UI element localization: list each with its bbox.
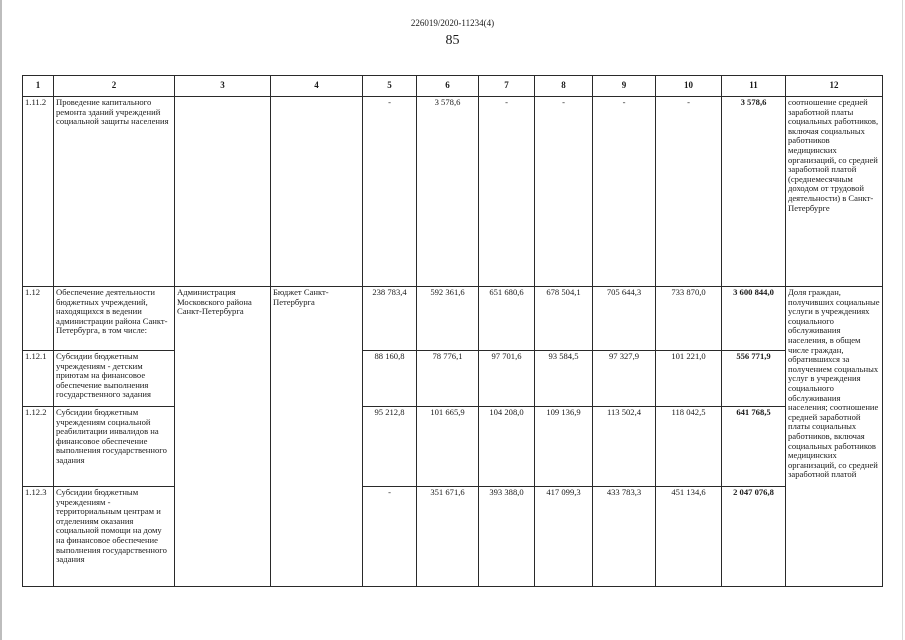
value-2020: 78 776,1 bbox=[417, 351, 479, 407]
header-cell: 10 bbox=[656, 76, 722, 97]
row-indicator: Доля граждан, получивших социальные услуги в учреждениях социального обслуживания населения, в общем числе граждан, обратившихся за получением социальных услуг в учреждения социального обслуживания населения; соотношение средней заработной платы социальных работников, включая социальных работников медицинских организаций, со средней заработной платой bbox=[786, 287, 883, 587]
row-executor: Администрация Московского района Санкт-Петербурга bbox=[175, 287, 271, 587]
value-2023: - bbox=[593, 97, 656, 287]
row-code: 1.12.1 bbox=[23, 351, 54, 407]
value-2023: 97 327,9 bbox=[593, 351, 656, 407]
value-total: 2 047 076,8 bbox=[722, 487, 786, 587]
table-row bbox=[23, 351, 883, 407]
value-2021: 393 388,0 bbox=[479, 487, 535, 587]
value-2023: 433 783,3 bbox=[593, 487, 656, 587]
value-2022: 417 099,3 bbox=[535, 487, 593, 587]
page-number: 85 bbox=[445, 33, 460, 48]
value-2021: 104 208,0 bbox=[479, 407, 535, 487]
value-2023: 705 644,3 bbox=[593, 287, 656, 351]
header-cell: 11 bbox=[722, 76, 786, 97]
value-total: 3 600 844,0 bbox=[722, 287, 786, 351]
value-2024: - bbox=[656, 97, 722, 287]
header-cell: 4 bbox=[271, 76, 363, 97]
value-2024: 118 042,5 bbox=[656, 407, 722, 487]
value-2020: 351 671,6 bbox=[417, 487, 479, 587]
table-row bbox=[23, 407, 883, 487]
header-row bbox=[23, 76, 883, 97]
value-2024: 733 870,0 bbox=[656, 287, 722, 351]
value-2020: 592 361,6 bbox=[417, 287, 479, 351]
value-2020: 3 578,6 bbox=[417, 97, 479, 287]
scan-edge-right bbox=[902, 0, 903, 640]
value-2022: 109 136,9 bbox=[535, 407, 593, 487]
row-code: 1.12.2 bbox=[23, 407, 54, 487]
value-2019: - bbox=[363, 487, 417, 587]
row-code: 1.11.2 bbox=[23, 97, 54, 287]
header-cell: 2 bbox=[54, 76, 175, 97]
value-2022: - bbox=[535, 97, 593, 287]
value-2024: 451 134,6 bbox=[656, 487, 722, 587]
row-source: Бюджет Санкт-Петербурга bbox=[271, 287, 363, 587]
header-cell: 6 bbox=[417, 76, 479, 97]
row-indicator: соотношение средней заработной платы социальных работников, включая социальных работников медицинских организаций, со средней заработной платой (среднемесячным доходом от трудовой деятельности) в Санкт-Петербурге bbox=[786, 97, 883, 287]
value-total: 3 578,6 bbox=[722, 97, 786, 287]
value-2021: - bbox=[479, 97, 535, 287]
table-row bbox=[23, 97, 883, 287]
value-2019: 95 212,8 bbox=[363, 407, 417, 487]
value-total: 556 771,9 bbox=[722, 351, 786, 407]
value-2023: 113 502,4 bbox=[593, 407, 656, 487]
value-2021: 651 680,6 bbox=[479, 287, 535, 351]
scan-edge-left bbox=[0, 0, 2, 640]
header-cell: 12 bbox=[786, 76, 883, 97]
row-name: Проведение капитального ремонта зданий учреждений социальной защиты населения bbox=[54, 97, 175, 287]
header-cell: 3 bbox=[175, 76, 271, 97]
row-name: Субсидии бюджетным учреждениям - детским приютам на финансовое обеспечение выполнения государственного задания bbox=[54, 351, 175, 407]
row-executor bbox=[175, 97, 271, 287]
table-row bbox=[23, 287, 883, 351]
document-number: 226019/2020-11234(4) bbox=[410, 18, 495, 28]
header-cell: 5 bbox=[363, 76, 417, 97]
table-row bbox=[23, 487, 883, 587]
row-name: Обеспечение деятельности бюджетных учреждений, находящихся в ведении администрации района Санкт-Петербурга, в том числе: bbox=[54, 287, 175, 351]
header-cell: 8 bbox=[535, 76, 593, 97]
value-2019: - bbox=[363, 97, 417, 287]
value-total: 641 768,5 bbox=[722, 407, 786, 487]
program-table bbox=[22, 75, 883, 587]
value-2024: 101 221,0 bbox=[656, 351, 722, 407]
value-2022: 678 504,1 bbox=[535, 287, 593, 351]
header-cell: 1 bbox=[23, 76, 54, 97]
value-2019: 238 783,4 bbox=[363, 287, 417, 351]
value-2022: 93 584,5 bbox=[535, 351, 593, 407]
value-2021: 97 701,6 bbox=[479, 351, 535, 407]
row-name: Субсидии бюджетным учреждениям социальной реабилитации инвалидов на финансовое обеспечение выполнения государственного задания bbox=[54, 407, 175, 487]
header-cell: 7 bbox=[479, 76, 535, 97]
row-code: 1.12.3 bbox=[23, 487, 54, 587]
row-source bbox=[271, 97, 363, 287]
row-code: 1.12 bbox=[23, 287, 54, 351]
row-name: Субсидии бюджетным учреждениям - территориальным центрам и отделениям оказания социальной помощи на дому на финансовое обеспечение выполнения государственного задания bbox=[54, 487, 175, 587]
value-2019: 88 160,8 bbox=[363, 351, 417, 407]
header-cell: 9 bbox=[593, 76, 656, 97]
value-2020: 101 665,9 bbox=[417, 407, 479, 487]
